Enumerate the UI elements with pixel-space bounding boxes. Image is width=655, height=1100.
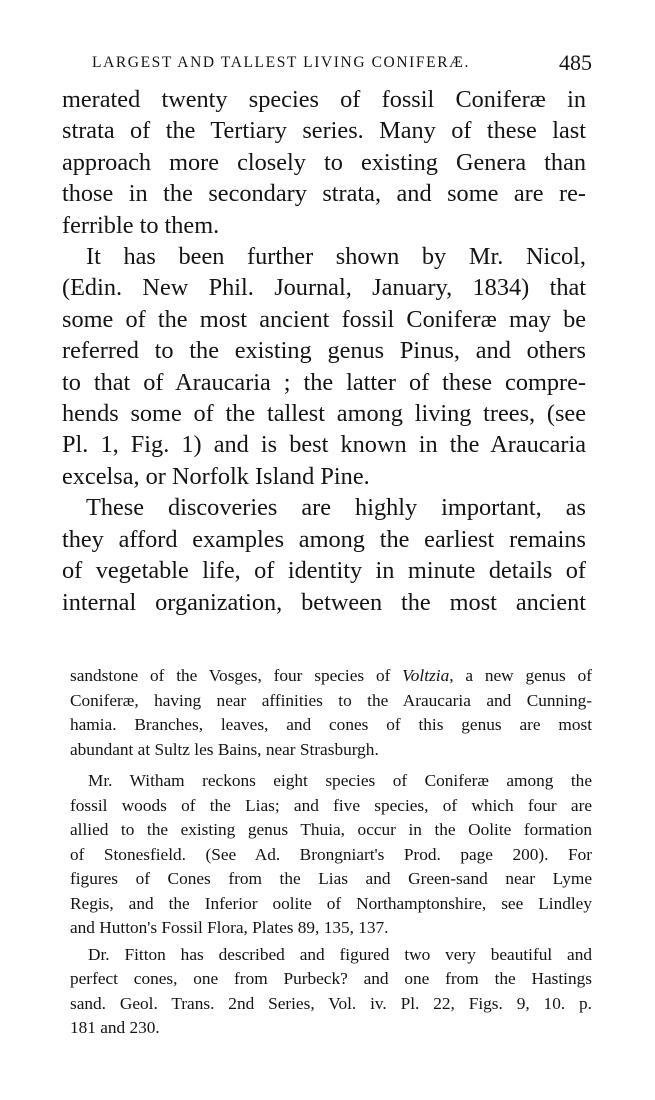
footnote-line: Regis, and the Inferior oolite of Northamptonshire, see Lindley: [70, 893, 592, 913]
footnote-line: allied to the existing genus Thuia, occur in the Oolite formation: [70, 820, 592, 839]
footnote-line: sand. Geol. Trans. 2nd Series, Vol. iv. Pl. 22, Figs. 9, 10. p.: [70, 993, 592, 1013]
body-line: ferrible to them.: [62, 211, 220, 239]
body-line: These discoveries are highly important, as: [86, 494, 586, 522]
body-line: Pl. 1, Fig. 1) and is best known in the Araucaria: [62, 431, 586, 459]
footnote-line: abundant at Sultz les Bains, near Strasburgh.: [70, 739, 379, 759]
body-line: merated twenty species of fossil Coniferæ in: [62, 86, 586, 113]
footnote-text: , a new genus of: [449, 666, 592, 685]
footnote-line: fossil woods of the Lias; and five species, of which four are: [70, 795, 592, 815]
body-line: internal organization, between the most ancient: [62, 588, 586, 616]
body-line: hends some of the tallest among living trees, (see: [62, 400, 586, 428]
body-line: strata of the Tertiary series. Many of these last: [62, 117, 586, 145]
running-header: [92, 50, 592, 80]
footnote-text: sandstone of the Vosges, four species of: [70, 666, 403, 685]
footnote-line: Dr. Fitton has described and figured two very beautiful and: [88, 944, 592, 964]
body-line: some of the most ancient fossil Coniferæ may be: [62, 305, 586, 333]
footnote-line: figures of Cones from the Lias and Green-sand near Lyme: [70, 869, 592, 888]
main-text: [62, 84, 586, 618]
body-line: of vegetable life, of identity in minute details of: [62, 557, 586, 585]
running-title: LARGEST AND TALLEST LIVING CONIFERÆ.: [92, 54, 470, 71]
genus-name: Voltzia: [402, 666, 450, 685]
body-line: referred to the existing genus Pinus, and others: [62, 337, 586, 365]
footnote-line: of Stonesfield. (See Ad. Brongniart's Prod. page 200). For: [70, 844, 592, 864]
footnote-line: Coniferæ, having near affinities to the Araucaria and Cunning-: [70, 690, 592, 710]
footnote-line: [70, 664, 592, 689]
body-line: It has been further shown by Mr. Nicol,: [86, 243, 586, 271]
body-line: those in the secondary strata, and some are re-: [62, 180, 586, 208]
footnotes: [70, 664, 592, 1041]
body-line: (Edin. New Phil. Journal, January, 1834) that: [62, 274, 586, 302]
footnote-line: 181 and 230.: [70, 1018, 160, 1037]
body-line: approach more closely to existing Genera than: [62, 148, 586, 176]
footnote-line: Mr. Witham reckons eight species of Coniferæ among the: [88, 771, 592, 790]
body-line: they afford examples among the earliest remains: [62, 525, 586, 553]
body-line: to that of Araucaria ; the latter of these compre-: [62, 368, 586, 396]
footnote-line: and Hutton's Fossil Flora, Plates 89, 135, 137.: [70, 918, 389, 937]
footnote-line: perfect cones, one from Purbeck? and one from the Hastings: [70, 969, 592, 988]
footnote-line: hamia. Branches, leaves, and cones of this genus are most: [70, 715, 592, 734]
body-line: excelsa, or Norfolk Island Pine.: [62, 462, 370, 490]
page-number: 485: [559, 50, 592, 75]
